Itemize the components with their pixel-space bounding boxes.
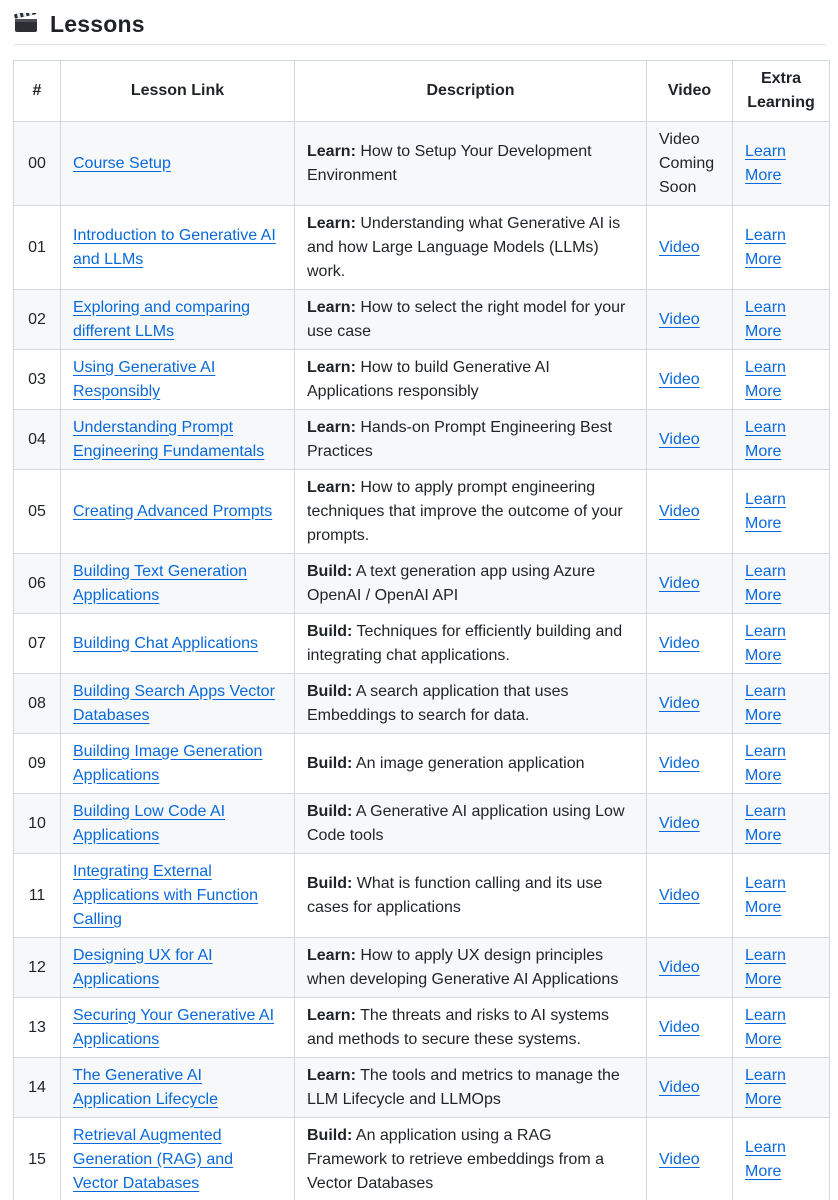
lesson-link-cell xyxy=(61,206,295,290)
table-row xyxy=(14,1058,830,1118)
extra-learning-cell xyxy=(733,734,830,794)
description-text: Hands-on Prompt Engineering Best Practices xyxy=(307,418,613,460)
lesson-link-cell xyxy=(61,350,295,410)
lesson-description xyxy=(295,734,647,794)
video-link[interactable]: Video xyxy=(659,634,700,652)
video-cell xyxy=(647,1118,733,1200)
lesson-description xyxy=(295,794,647,854)
video-cell xyxy=(647,938,733,998)
extra-learning-cell xyxy=(733,1058,830,1118)
description-text: How to Setup Your Development Environment xyxy=(307,142,592,184)
table-row xyxy=(14,674,830,734)
learn-more-link[interactable]: Learn More xyxy=(745,742,786,784)
description-keyword: Learn: xyxy=(307,358,356,376)
description-keyword: Learn: xyxy=(307,298,356,316)
table-row xyxy=(14,470,830,554)
extra-learning-cell xyxy=(733,614,830,674)
lesson-link-cell xyxy=(61,1058,295,1118)
table-row xyxy=(14,206,830,290)
lesson-link-cell xyxy=(61,998,295,1058)
description-text: How to build Generative AI Applications responsibly xyxy=(307,358,550,400)
description-text: A Generative AI application using Low Code tools xyxy=(307,802,625,844)
table-row xyxy=(14,734,830,794)
lesson-description xyxy=(295,614,647,674)
learn-more-link[interactable]: Learn More xyxy=(745,562,786,604)
lesson-link[interactable]: Building Text Generation Applications xyxy=(73,562,248,604)
lesson-number: 07 xyxy=(14,614,61,674)
lesson-link-cell xyxy=(61,470,295,554)
column-header-number: # xyxy=(14,61,61,122)
lesson-link-cell xyxy=(61,854,295,938)
lesson-number: 09 xyxy=(14,734,61,794)
video-link[interactable]: Video xyxy=(659,1078,700,1096)
extra-learning-cell xyxy=(733,854,830,938)
video-cell xyxy=(647,1058,733,1118)
learn-more-link[interactable]: Learn More xyxy=(745,682,786,724)
video-cell xyxy=(647,614,733,674)
description-keyword: Learn: xyxy=(307,1066,356,1084)
video-link[interactable]: Video xyxy=(659,430,700,448)
learn-more-link[interactable]: Learn More xyxy=(745,802,786,844)
lesson-link-cell xyxy=(61,734,295,794)
table-row xyxy=(14,410,830,470)
table-row xyxy=(14,938,830,998)
description-keyword: Build: xyxy=(307,1126,353,1144)
learn-more-link[interactable]: Learn More xyxy=(745,490,786,532)
extra-learning-cell xyxy=(733,1118,830,1200)
description-keyword: Learn: xyxy=(307,142,356,160)
lesson-number: 06 xyxy=(14,554,61,614)
video-cell xyxy=(647,470,733,554)
description-text: A search application that uses Embeddings to search for data. xyxy=(307,682,569,724)
video-link[interactable]: Video xyxy=(659,574,700,592)
lesson-link-cell xyxy=(61,290,295,350)
description-keyword: Build: xyxy=(307,682,353,700)
lesson-number: 14 xyxy=(14,1058,61,1118)
lesson-link[interactable]: Securing Your Generative AI Applications xyxy=(73,1006,275,1048)
lesson-number: 13 xyxy=(14,998,61,1058)
learn-more-link[interactable]: Learn More xyxy=(745,622,786,664)
lesson-number: 04 xyxy=(14,410,61,470)
lesson-link[interactable]: Introduction to Generative AI and LLMs xyxy=(73,226,276,268)
lesson-number: 12 xyxy=(14,938,61,998)
table-body xyxy=(14,122,830,1200)
video-link[interactable]: Video xyxy=(659,1018,700,1036)
table-row xyxy=(14,1118,830,1200)
section-heading xyxy=(14,4,826,45)
table-row xyxy=(14,554,830,614)
description-text: A text generation app using Azure OpenAI / OpenAI API xyxy=(307,562,596,604)
lesson-description xyxy=(295,290,647,350)
lesson-link-cell xyxy=(61,554,295,614)
lesson-link[interactable]: Building Chat Applications xyxy=(73,634,259,652)
video-link[interactable]: Video xyxy=(659,238,700,256)
description-keyword: Learn: xyxy=(307,214,356,232)
learn-more-link[interactable]: Learn More xyxy=(745,946,786,988)
description-keyword: Build: xyxy=(307,562,353,580)
extra-learning-cell xyxy=(733,470,830,554)
description-text: Techniques for efficiently building and integrating chat applications. xyxy=(307,622,623,664)
lesson-description xyxy=(295,122,647,206)
learn-more-link[interactable]: Learn More xyxy=(745,1066,786,1108)
learn-more-link[interactable]: Learn More xyxy=(745,1138,786,1180)
description-keyword: Learn: xyxy=(307,478,356,496)
header-row xyxy=(14,61,830,122)
lesson-number: 15 xyxy=(14,1118,61,1200)
extra-learning-cell xyxy=(733,794,830,854)
description-keyword: Learn: xyxy=(307,1006,356,1024)
lesson-link[interactable]: Exploring and comparing different LLMs xyxy=(73,298,250,340)
description-text: An application using a RAG Framework to retrieve embeddings from a Vector Databases xyxy=(307,1126,604,1192)
lesson-link-cell xyxy=(61,794,295,854)
video-link[interactable]: Video xyxy=(659,814,700,832)
lesson-link[interactable]: Creating Advanced Prompts xyxy=(73,502,273,520)
lesson-description xyxy=(295,470,647,554)
video-cell xyxy=(647,554,733,614)
video-cell xyxy=(647,794,733,854)
lesson-link[interactable]: The Generative AI Application Lifecycle xyxy=(73,1066,218,1108)
column-header-description: Description xyxy=(295,61,647,122)
lesson-number: 01 xyxy=(14,206,61,290)
lesson-description xyxy=(295,1058,647,1118)
lesson-link[interactable]: Building Image Generation Applications xyxy=(73,742,263,784)
lesson-link[interactable]: Understanding Prompt Engineering Fundamentals xyxy=(73,418,265,460)
table-row xyxy=(14,614,830,674)
learn-more-link[interactable]: Learn More xyxy=(745,298,786,340)
lessons-table xyxy=(13,60,830,1200)
lesson-description xyxy=(295,1118,647,1200)
extra-learning-cell xyxy=(733,122,830,206)
description-text: The threats and risks to AI systems and methods to secure these systems. xyxy=(307,1006,610,1048)
extra-learning-cell xyxy=(733,350,830,410)
lesson-number: 08 xyxy=(14,674,61,734)
video-link[interactable]: Video xyxy=(659,886,700,904)
lesson-description xyxy=(295,350,647,410)
lesson-link[interactable]: Retrieval Augmented Generation (RAG) and Vector Databases xyxy=(73,1126,234,1192)
learn-more-link[interactable]: Learn More xyxy=(745,1006,786,1048)
lesson-link[interactable]: Building Low Code AI Applications xyxy=(73,802,226,844)
learn-more-link[interactable]: Learn More xyxy=(745,142,786,184)
lesson-description xyxy=(295,938,647,998)
column-header-extra-learning: Extra Learning xyxy=(733,61,830,122)
description-keyword: Build: xyxy=(307,622,353,640)
table-row xyxy=(14,350,830,410)
table-row xyxy=(14,122,830,206)
video-link[interactable]: Video xyxy=(659,754,700,772)
video-cell xyxy=(647,854,733,938)
video-cell xyxy=(647,674,733,734)
video-cell xyxy=(647,410,733,470)
extra-learning-cell xyxy=(733,938,830,998)
extra-learning-cell xyxy=(733,410,830,470)
description-text: What is function calling and its use cases for applications xyxy=(307,874,603,916)
clapperboard-icon xyxy=(14,13,38,33)
video-cell xyxy=(647,122,733,206)
description-keyword: Build: xyxy=(307,802,353,820)
lesson-description xyxy=(295,554,647,614)
learn-more-link[interactable]: Learn More xyxy=(745,226,786,268)
description-keyword: Build: xyxy=(307,754,353,772)
lesson-description xyxy=(295,410,647,470)
video-status: Video Coming Soon xyxy=(659,130,715,196)
lesson-number: 02 xyxy=(14,290,61,350)
extra-learning-cell xyxy=(733,554,830,614)
lesson-link-cell xyxy=(61,122,295,206)
table-row xyxy=(14,290,830,350)
column-header-lesson-link: Lesson Link xyxy=(61,61,295,122)
lesson-link-cell xyxy=(61,1118,295,1200)
description-text: The tools and metrics to manage the LLM Lifecycle and LLMOps xyxy=(307,1066,620,1108)
table-row xyxy=(14,854,830,938)
extra-learning-cell xyxy=(733,674,830,734)
video-link[interactable]: Video xyxy=(659,370,700,388)
video-cell xyxy=(647,998,733,1058)
extra-learning-cell xyxy=(733,206,830,290)
table-header xyxy=(14,61,830,122)
learn-more-link[interactable]: Learn More xyxy=(745,418,786,460)
learn-more-link[interactable]: Learn More xyxy=(745,358,786,400)
description-keyword: Learn: xyxy=(307,946,356,964)
learn-more-link[interactable]: Learn More xyxy=(745,874,786,916)
page-title: Lessons xyxy=(50,10,145,37)
lesson-link-cell xyxy=(61,614,295,674)
column-header-video: Video xyxy=(647,61,733,122)
video-cell xyxy=(647,206,733,290)
video-link[interactable]: Video xyxy=(659,502,700,520)
extra-learning-cell xyxy=(733,290,830,350)
video-link[interactable]: Video xyxy=(659,958,700,976)
lesson-number: 10 xyxy=(14,794,61,854)
lesson-description xyxy=(295,206,647,290)
lesson-number: 03 xyxy=(14,350,61,410)
video-cell xyxy=(647,350,733,410)
lesson-number: 05 xyxy=(14,470,61,554)
lesson-description xyxy=(295,854,647,938)
description-text: An image generation application xyxy=(355,754,585,772)
table-row xyxy=(14,794,830,854)
description-text: How to select the right model for your use case xyxy=(307,298,626,340)
lesson-link[interactable]: Integrating External Applications with Function Calling xyxy=(73,862,258,928)
lesson-link[interactable]: Designing UX for AI Applications xyxy=(73,946,213,988)
video-cell xyxy=(647,290,733,350)
lesson-link[interactable]: Course Setup xyxy=(73,154,171,172)
video-link[interactable]: Video xyxy=(659,1150,700,1168)
table-row xyxy=(14,998,830,1058)
lesson-link-cell xyxy=(61,938,295,998)
lesson-link-cell xyxy=(61,410,295,470)
lesson-link[interactable]: Building Search Apps Vector Databases xyxy=(73,682,275,724)
lesson-description xyxy=(295,674,647,734)
video-link[interactable]: Video xyxy=(659,694,700,712)
video-cell xyxy=(647,734,733,794)
lesson-number: 11 xyxy=(14,854,61,938)
description-text: How to apply prompt engineering techniques that improve the outcome of your prompts. xyxy=(307,478,623,544)
description-keyword: Build: xyxy=(307,874,353,892)
lesson-link[interactable]: Using Generative AI Responsibly xyxy=(73,358,216,400)
lesson-description xyxy=(295,998,647,1058)
extra-learning-cell xyxy=(733,998,830,1058)
description-text: How to apply UX design principles when developing Generative AI Applications xyxy=(307,946,619,988)
video-link[interactable]: Video xyxy=(659,310,700,328)
description-keyword: Learn: xyxy=(307,418,356,436)
lesson-link-cell xyxy=(61,674,295,734)
description-text: Understanding what Generative AI is and how Large Language Models (LLMs) work. xyxy=(307,214,621,280)
lesson-number: 00 xyxy=(14,122,61,206)
